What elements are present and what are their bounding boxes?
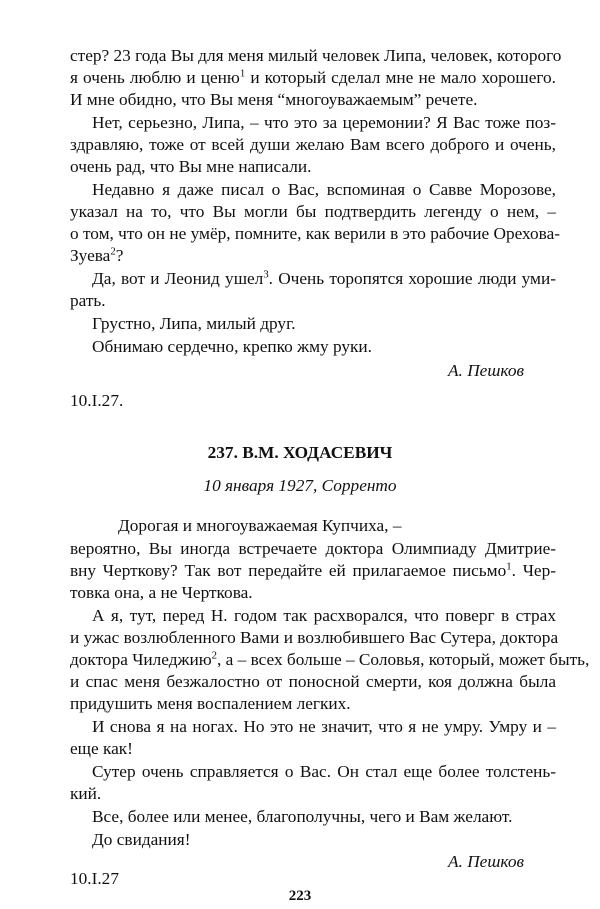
text-line: доктора Чиледжию$^2$, а – всех больше – Соловья, который, может быть, — [70, 649, 590, 669]
text-line: и ужас возлюбленного Вами и возлюбившего Вас Сутера, доктора — [70, 628, 559, 647]
footnote-ref: 1 — [239, 67, 246, 80]
text-line: И мне обидно, что Вы меня “многоуважаемым” речете. — [70, 90, 478, 109]
text-line: здравляю, тоже от всей души желаю Вам всего доброго и очень, — [70, 135, 556, 154]
footnote-ref: 2 — [110, 245, 116, 258]
text-line: я очень люблю и ценю$^1$ и который сделал мне не мало хорошего. — [70, 67, 557, 87]
text-line: стер? 23 года Вы для меня милый человек Липа, человек, которого — [70, 46, 562, 65]
text-line: А я, тут, перед Н. годом так расхворался, что поверг в страх — [92, 606, 556, 625]
text-line: вну Черткову? Так вот передайте ей прилагаемое письмо$^1$. Чер- — [70, 560, 557, 580]
text-line: Недавно я даже писал о Вас, вспоминая о Савве Морозове, — [92, 180, 556, 199]
text-line: вероятно, Вы иногда встречаете доктора Олимпиаду Дмитрие- — [70, 539, 556, 558]
text-line: очень рад, что Вы мне написали. — [70, 157, 312, 176]
text-line: Сутер очень справляется о Вас. Он стал еще более толстень- — [92, 762, 556, 781]
text-line: рать. — [70, 291, 106, 310]
text-line: товка она, а не Черткова. — [70, 583, 253, 602]
text-line: придушить меня воспалением легких. — [70, 694, 351, 713]
letter-date: 10.I.27. — [70, 391, 124, 410]
text-line: Грустно, Липа, милый друг. — [92, 314, 296, 333]
page-number: 223 — [288, 888, 312, 904]
text-line: Да, вот и Леонид ушел$^3$. Очень торопятся хорошие люди уми- — [92, 268, 556, 288]
letter-subheading: 10 января 1927, Сорренто — [203, 476, 397, 495]
text-line: Все, более или менее, благополучны, чего и Вам желают. — [92, 807, 513, 826]
text-line: еще как! — [70, 739, 133, 758]
salutation: Дорогая и многоуважаемая Купчиха, – — [118, 516, 402, 535]
text-line: и спас меня безжалостно от поносной смерти, коя должна была — [70, 672, 556, 691]
letter-heading: 237. В.М. ХОДАСЕВИЧ — [207, 443, 393, 462]
text-line: Нет, серьезно, Липа, – что это за церемонии? Я Вас тоже поз- — [92, 113, 556, 132]
letter-date: 10.I.27 — [70, 869, 119, 888]
text-line: о том, что он не умёр, помните, как верили в это рабочие Орехова- — [70, 224, 561, 243]
text-line: И снова я на ногах. Но это не значит, что я не умру. Умру и – — [92, 717, 556, 736]
text-line: Обнимаю сердечно, крепко жму руки. — [92, 337, 372, 356]
footnote-ref: 2 — [211, 649, 217, 662]
signature: А. Пешков — [448, 361, 524, 380]
text-line: кий. — [70, 784, 102, 803]
footnote-ref: 1 — [506, 560, 512, 573]
footnote-ref: 3 — [263, 268, 269, 281]
text-line: До свидания! — [92, 830, 191, 849]
signature: А. Пешков — [448, 852, 524, 871]
text-line: Зуева$^2$? — [70, 245, 124, 265]
text-line: указал на то, что Вы могли бы подтвердить легенду о нем, – — [70, 202, 556, 221]
